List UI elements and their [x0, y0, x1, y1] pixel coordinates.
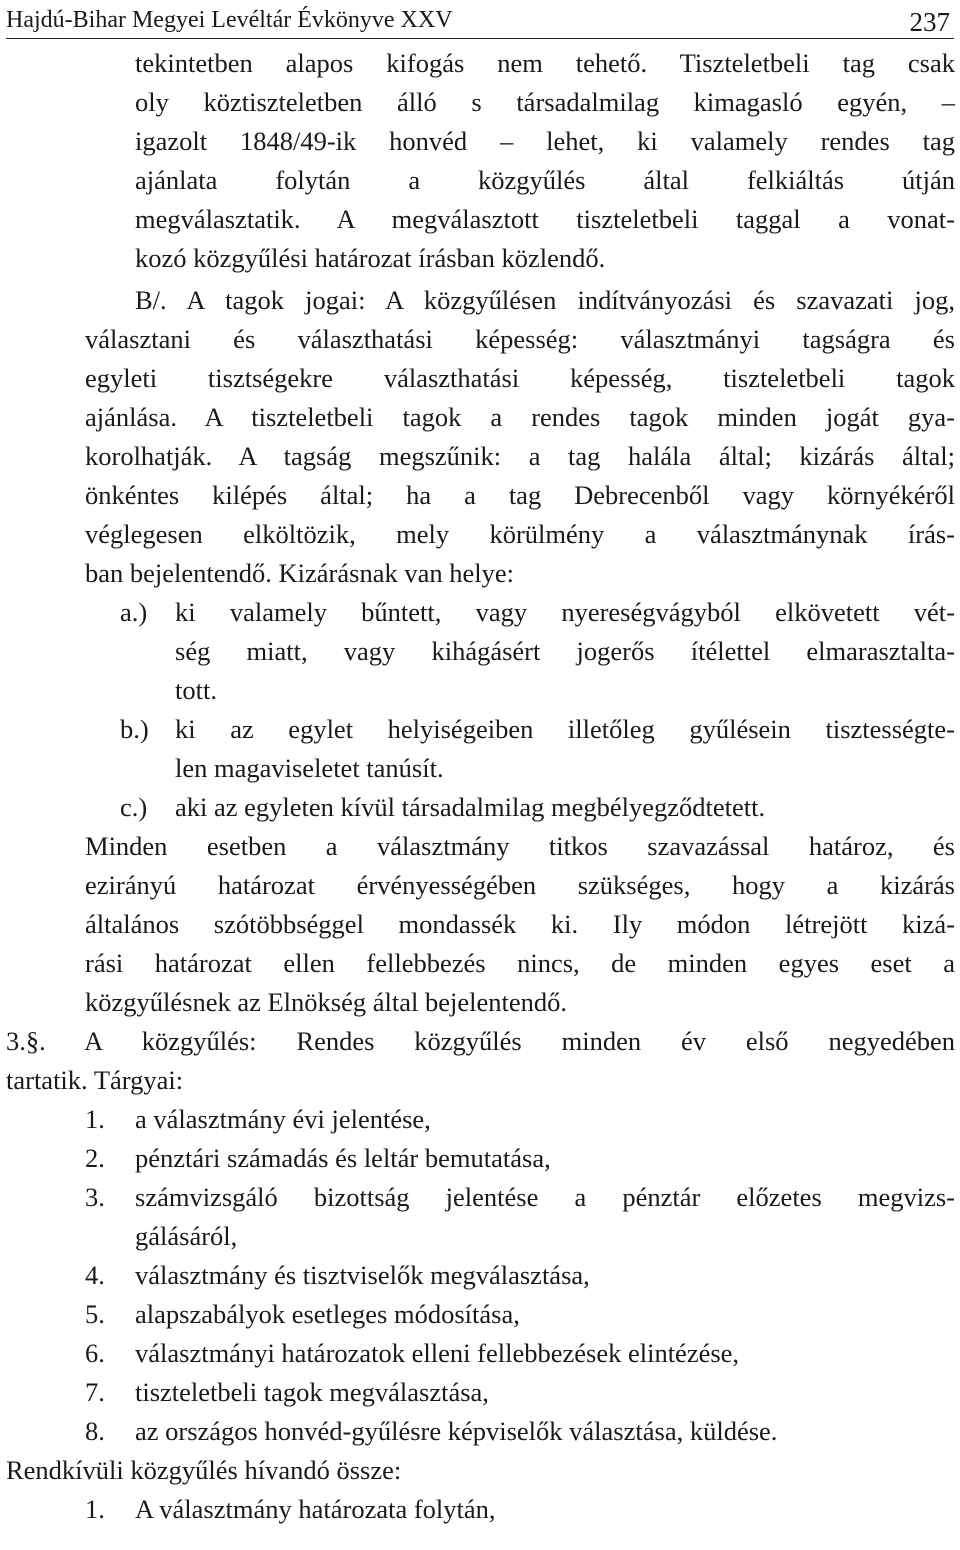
list-number: 7. [85, 1377, 105, 1407]
list-number: 1. [85, 1104, 105, 1134]
list-item-line: az országos honvéd-gyűlésre képviselők választása, küldése. [135, 1416, 778, 1446]
list-label: b.) [120, 714, 149, 744]
list-label: c.) [120, 792, 148, 822]
text-line: ajánlása. A tiszteletbeli tagok a rendes tagok minden jogát gya- [85, 402, 955, 432]
journal-title: Hajdú-Bihar Megyei Levéltár Évkönyve XXV [6, 7, 453, 33]
text-line: B/. A tagok jogai: A közgyűlésen indítványozási és szavazati jog, [135, 285, 955, 315]
list-item-line: ség miatt, vagy kihágásért jogerős ítélettel elmarasztalta- [175, 636, 955, 666]
list-item-line: alapszabályok esetleges módosítása, [135, 1299, 520, 1329]
text-line: Rendkívüli közgyűlés hívandó össze: [6, 1455, 402, 1485]
list-label: a.) [120, 597, 148, 627]
text-line: Minden esetben a választmány titkos szavazással határoz, és [85, 831, 955, 861]
list-number: 3. [85, 1182, 105, 1212]
list-item-line: tiszteletbeli tagok megválasztása, [135, 1377, 489, 1407]
text-line: egyleti tisztségekre választhatási képesség, tiszteletbeli tagok [85, 363, 955, 393]
list-number: 1. [85, 1494, 105, 1524]
list-item-line: len magaviseletet tanúsít. [175, 753, 444, 783]
list-number: 8. [85, 1416, 105, 1446]
page-header [6, 4, 954, 39]
list-item-line: a választmány évi jelentése, [135, 1104, 431, 1134]
text-line: korolhatják. A tagság megszűnik: a tag halála által; kizárás által; [85, 441, 955, 471]
text-line: tartatik. Tárgyai: [6, 1065, 184, 1095]
text-line: ezirányú határozat érvényességében szükséges, hogy a kizárás [85, 870, 955, 900]
text-line: igazolt 1848/49-ik honvéd – lehet, ki valamely rendes tag [135, 126, 955, 156]
list-item-line: ki valamely bűntett, vagy nyereségvágyból elkövetett vét- [175, 597, 955, 627]
list-item-line: választmányi határozatok elleni fellebbezések elintézése, [135, 1338, 740, 1368]
list-item-line: választmány és tisztviselők megválasztása, [135, 1260, 590, 1290]
list-number: 6. [85, 1338, 105, 1368]
text-line: választani és választhatási képesség: választmányi tagságra és [85, 324, 955, 354]
text-line: rási határozat ellen fellebbezés nincs, de minden egyes eset a [85, 948, 955, 978]
section-heading-line: 3.§. A közgyűlés: Rendes közgyűlés minden év első negyedében [6, 1026, 955, 1056]
text-line: megválasztatik. A megválasztott tiszteletbeli taggal a vonat- [135, 204, 955, 234]
text-line: ajánlata folytán a közgyűlés által felkiáltás útján [135, 165, 955, 195]
list-number: 4. [85, 1260, 105, 1290]
list-item-line: pénztári számadás és leltár bemutatása, [135, 1143, 551, 1173]
list-item-line: gálásáról, [135, 1221, 238, 1251]
list-item-line: számvizsgáló bizottság jelentése a pénztár előzetes megvizs- [135, 1182, 955, 1212]
text-line: közgyűlésnek az Elnökség által bejelentendő. [85, 987, 567, 1017]
text-line: általános szótöbbséggel mondassék ki. Ily módon létrejött kizá- [85, 909, 955, 939]
text-line: tekintetben alapos kifogás nem tehető. Tiszteletbeli tag csak [135, 48, 955, 78]
page-number: 237 [909, 7, 950, 37]
list-item-line: aki az egyleten kívül társadalmilag megbélyegződtetett. [175, 792, 766, 822]
text-line: ban bejelentendő. Kizárásnak van helye: [85, 558, 514, 588]
text-line: véglegesen elköltözik, mely körülmény a választmánynak írás- [85, 519, 955, 549]
text-line: kozó közgyűlési határozat írásban közlendő. [135, 243, 606, 273]
list-number: 5. [85, 1299, 105, 1329]
text-line: önkéntes kilépés által; ha a tag Debrecenből vagy környékéről [85, 480, 955, 510]
list-number: 2. [85, 1143, 105, 1173]
list-item-line: tott. [175, 675, 217, 705]
text-line: oly köztiszteletben álló s társadalmilag kimagasló egyén, – [135, 87, 955, 117]
list-item-line: ki az egylet helyiségeiben illetőleg gyűlésein tisztességte- [175, 714, 955, 744]
list-item-line: A választmány határozata folytán, [135, 1494, 496, 1524]
